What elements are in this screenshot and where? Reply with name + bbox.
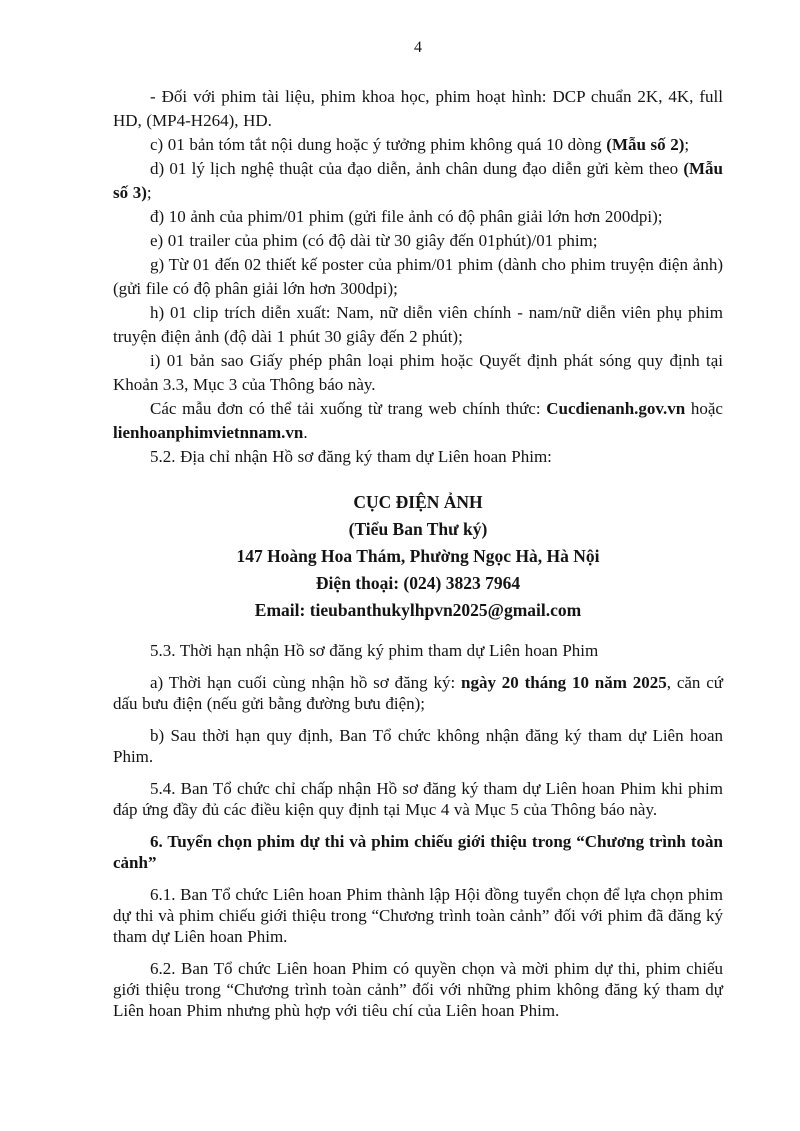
address-line-1: CỤC ĐIỆN ẢNH	[353, 492, 483, 512]
para-section-6-1	[113, 884, 723, 947]
bold-text-run: lienhoanphimvietnnam.vn	[113, 423, 304, 442]
text-run: , căn cứ dấu bưu điện (nếu gửi bằng đường bưu điện);	[113, 673, 723, 713]
address-line-3: 147 Hoàng Hoa Thám, Phường Ngọc Hà, Hà Nội	[236, 546, 600, 566]
para-film-formats	[113, 85, 723, 133]
text-run: 5.4. Ban Tổ chức chỉ chấp nhận Hồ sơ đăng ký tham dự Liên hoan Phim khi phim đáp ứng đầy đủ các điều kiện quy định tại Mục 4 và Mục 5 của Thông báo này.	[113, 779, 723, 819]
text-run: đ) 10 ảnh của phim/01 phim (gửi file ảnh có độ phân giải lớn hơn 200dpi);	[150, 207, 663, 226]
address-line-2: (Tiểu Ban Thư ký)	[348, 519, 488, 539]
text-run: b) Sau thời hạn quy định, Ban Tổ chức không nhận đăng ký tham dự Liên hoan Phim.	[113, 726, 723, 766]
bold-text-run: Cucdienanh.gov.vn	[546, 399, 686, 418]
bold-text-run: (Mẫu số 3)	[113, 159, 723, 202]
text-run: a) Thời hạn cuối cùng nhận hồ sơ đăng ký:	[150, 673, 461, 692]
text-run: .	[303, 423, 308, 442]
text-run: - Đối với phim tài liệu, phim khoa học, phim hoạt hình: DCP chuẩn 2K, 4K, full HD, (MP4-H264), HD.	[113, 87, 723, 130]
text-run: ;	[684, 135, 690, 154]
para-item-e	[113, 229, 723, 253]
text-run: 6.2. Ban Tổ chức Liên hoan Phim có quyền chọn và mời phim dự thi, phim chiếu giới thiệu trong “Chương trình toàn cảnh” đối với những phim không đăng ký tham dự Liên hoan Phim nhưng phù hợp với tiêu chí của Liên hoan Phim.	[113, 959, 723, 1020]
text-run: c) 01 bản tóm tắt nội dung hoặc ý tưởng phim không quá 10 dòng	[150, 135, 607, 154]
address-line-5: Email: tieubanthukylhpvn2025@gmail.com	[254, 600, 582, 620]
text-run: 5.2. Địa chỉ nhận Hồ sơ đăng ký tham dự Liên hoan Phim:	[150, 447, 552, 466]
heading-section-6	[113, 831, 723, 873]
text-run: 5.3. Thời hạn nhận Hồ sơ đăng ký phim tham dự Liên hoan Phim	[150, 641, 599, 660]
para-item-i	[113, 349, 723, 397]
text-run: hoặc	[685, 399, 723, 418]
text-run: 6.1. Ban Tổ chức Liên hoan Phim thành lập Hội đồng tuyển chọn để lựa chọn phim dự thi và phim chiếu giới thiệu trong “Chương trình toàn cảnh” đối với phim đã đăng ký tham dự Liên hoan Phim.	[113, 885, 723, 946]
text-run: i) 01 bản sao Giấy phép phân loại phim hoặc Quyết định phát sóng quy định tại Khoản 3.3, Mục 3 của Thông báo này.	[113, 351, 723, 394]
para-item-h	[113, 301, 723, 349]
address-block	[113, 489, 723, 624]
document-body-bottom	[113, 640, 723, 1021]
para-item-dd	[113, 205, 723, 229]
text-run: e) 01 trailer của phim (có độ dài từ 30 giây đến 01phút)/01 phim;	[150, 231, 598, 250]
document-body-top	[113, 85, 723, 469]
bold-text-run: (Mẫu số 2)	[606, 135, 685, 154]
para-section-6-2	[113, 958, 723, 1021]
para-section-5-2	[113, 445, 723, 469]
bold-text-run: 6. Tuyển chọn phim dự thi và phim chiếu giới thiệu trong “Chương trình toàn cảnh”	[113, 832, 723, 872]
para-item-g	[113, 253, 723, 301]
text-run: d) 01 lý lịch nghệ thuật của đạo diễn, ảnh chân dung đạo diễn gửi kèm theo	[150, 159, 684, 178]
para-item-a-deadline	[113, 672, 723, 714]
para-section-5-3	[113, 640, 723, 661]
para-item-b-late	[113, 725, 723, 767]
para-section-5-4	[113, 778, 723, 820]
text-run: ;	[146, 183, 152, 202]
address-line-4: Điện thoại: (024) 3823 7964	[315, 573, 521, 593]
text-run: Các mẫu đơn có thể tải xuống từ trang web chính thức:	[150, 399, 547, 418]
page-number: 4	[414, 39, 422, 56]
para-item-d	[113, 157, 723, 205]
para-download-links	[113, 397, 723, 445]
bold-text-run: ngày 20 tháng 10 năm 2025	[461, 673, 667, 692]
text-run: h) 01 clip trích diễn xuất: Nam, nữ diễn viên chính - nam/nữ diễn viên phụ phim truyện điện ảnh (độ dài 1 phút 30 giây đến 2 phút);	[113, 303, 723, 346]
text-run: g) Từ 01 đến 02 thiết kế poster của phim/01 phim (dành cho phim truyện điện ảnh) (gửi file có độ phân giải lớn hơn 300dpi);	[113, 255, 723, 298]
para-item-c	[113, 133, 723, 157]
